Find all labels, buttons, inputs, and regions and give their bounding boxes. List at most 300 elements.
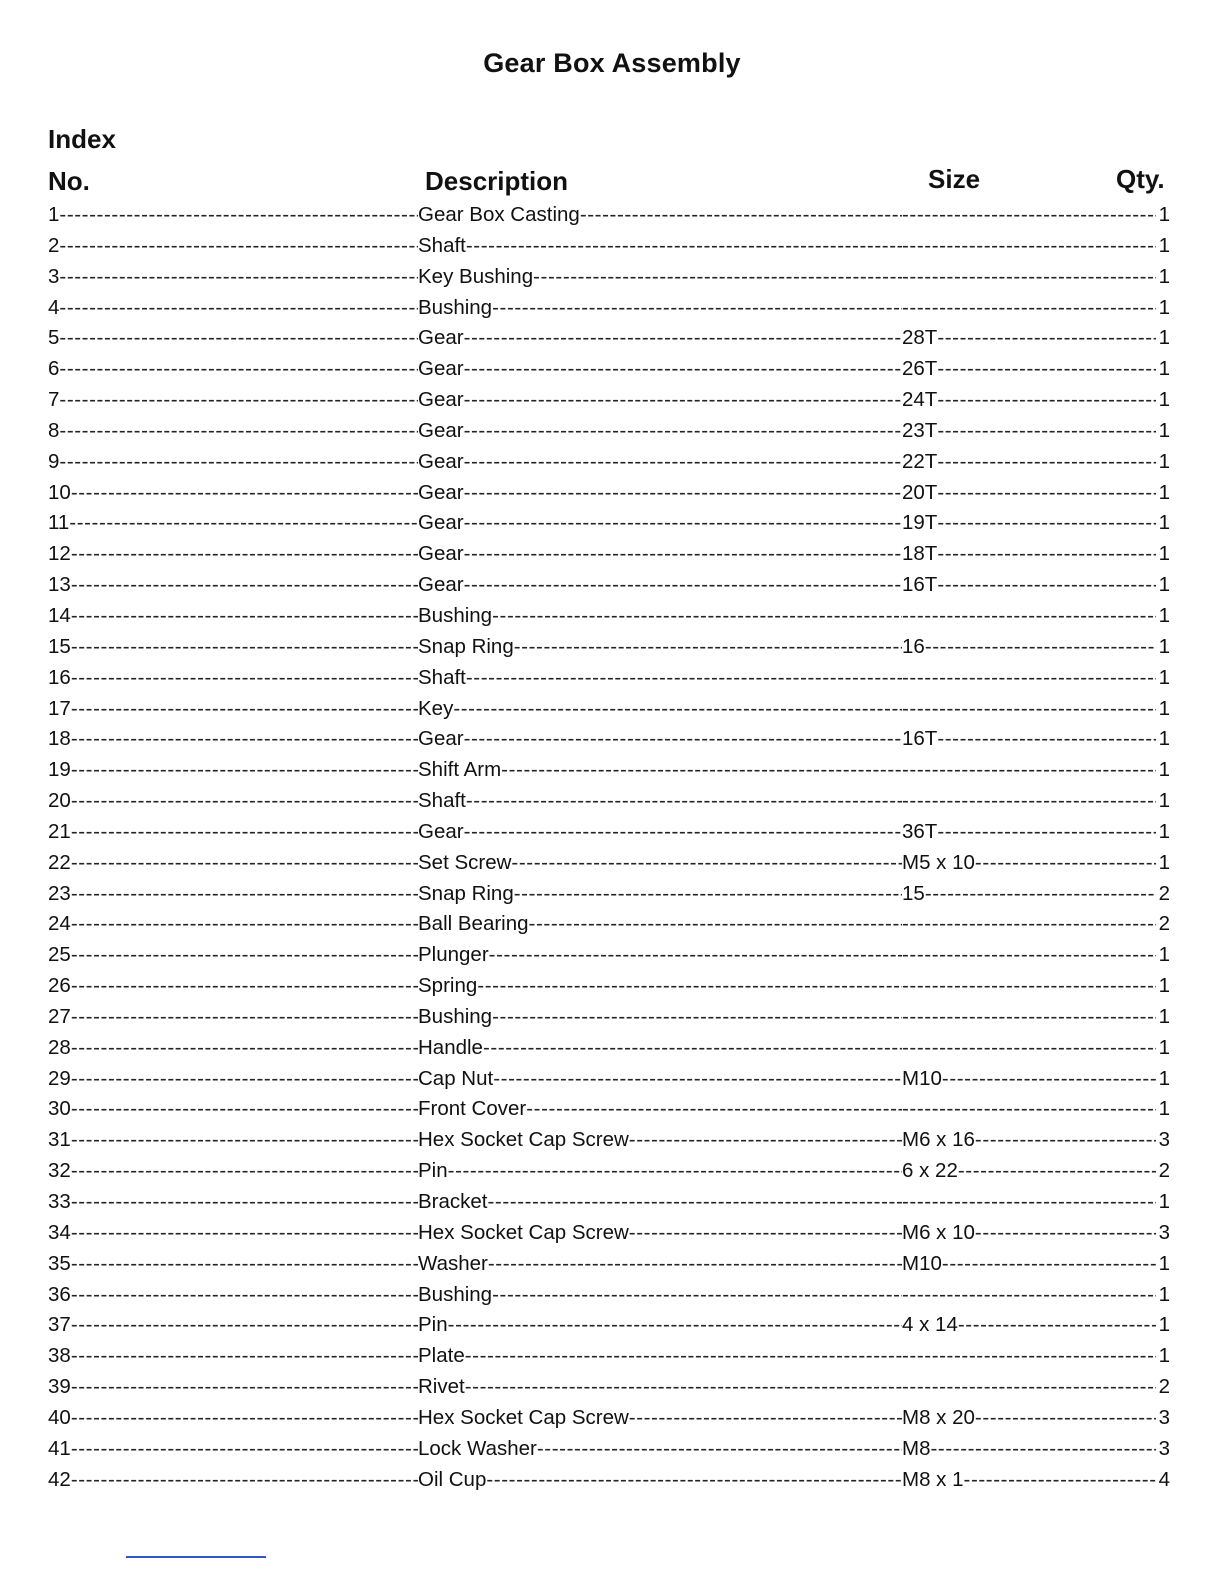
- part-no-cell: [48, 1094, 418, 1125]
- part-qty: 3: [1158, 1220, 1170, 1244]
- part-size: M10: [902, 1066, 942, 1090]
- part-size-cell: [902, 694, 1156, 725]
- leader-dashes: [902, 663, 1156, 694]
- leader-dashes: [464, 323, 902, 354]
- part-no-cell: [48, 971, 418, 1002]
- leader-dashes: [937, 416, 1156, 447]
- part-size: 36T: [902, 819, 938, 843]
- table-row: [48, 940, 1170, 971]
- part-no-cell: [48, 416, 418, 447]
- part-description: Lock Washer: [418, 1436, 537, 1460]
- leader-dashes: [958, 1310, 1156, 1341]
- leader-dashes: [71, 1125, 418, 1156]
- table-row: [48, 817, 1170, 848]
- part-qty: 1: [1158, 480, 1170, 504]
- part-size-cell: [902, 848, 1156, 879]
- part-qty: 1: [1158, 542, 1170, 566]
- part-size-cell: [902, 1064, 1156, 1095]
- part-description: Hex Socket Cap Screw: [418, 1128, 629, 1152]
- part-size-cell: [902, 1094, 1156, 1125]
- leader-dashes: [59, 416, 418, 447]
- part-qty: 1: [1158, 758, 1170, 782]
- part-qty: 1: [1158, 573, 1170, 597]
- table-row: [48, 1341, 1170, 1372]
- part-no: 1: [48, 203, 60, 226]
- table-row: [48, 1094, 1170, 1125]
- part-qty: 2: [1158, 1159, 1170, 1183]
- part-description-cell: [418, 1002, 902, 1033]
- part-description-cell: [418, 354, 902, 385]
- part-description-cell: [418, 231, 902, 262]
- part-no-cell: [48, 1403, 418, 1434]
- part-description-cell: [418, 971, 902, 1002]
- header-size: Size: [928, 164, 981, 194]
- part-description: Gear Box Casting: [418, 203, 580, 226]
- part-size: 4 x 14: [902, 1313, 958, 1337]
- part-qty: 1: [1158, 634, 1170, 658]
- leader-dashes: [71, 601, 418, 632]
- part-description: Gear: [418, 418, 464, 442]
- leader-dashes: [529, 909, 902, 940]
- part-no-cell: [48, 231, 418, 262]
- part-no-cell: [48, 200, 418, 231]
- part-description-cell: [418, 848, 902, 879]
- table-row: [48, 632, 1170, 663]
- leader-dashes: [902, 1187, 1156, 1218]
- leader-dashes: [964, 1465, 1156, 1496]
- leader-dashes: [902, 200, 1156, 231]
- table-row: [48, 354, 1170, 385]
- leader-dashes: [464, 539, 902, 570]
- leader-dashes: [71, 1310, 418, 1341]
- part-no: 26: [48, 974, 71, 998]
- leader-dashes: [466, 663, 902, 694]
- part-no-cell: [48, 1280, 418, 1311]
- part-no-cell: [48, 848, 418, 879]
- leader-dashes: [488, 1249, 902, 1280]
- leader-dashes: [629, 1125, 902, 1156]
- leader-dashes: [464, 724, 902, 755]
- part-description-cell: [418, 323, 902, 354]
- leader-dashes: [71, 1187, 418, 1218]
- part-no-cell: [48, 663, 418, 694]
- part-size-cell: [902, 1218, 1156, 1249]
- part-no-cell: [48, 1064, 418, 1095]
- leader-dashes: [465, 1341, 902, 1372]
- part-description-cell: [418, 1372, 902, 1403]
- part-description-cell: [418, 1064, 902, 1095]
- table-row: [48, 1187, 1170, 1218]
- part-size-cell: [902, 1341, 1156, 1372]
- part-size-cell: [902, 416, 1156, 447]
- leader-dashes: [942, 1249, 1156, 1280]
- leader-dashes: [937, 323, 1156, 354]
- part-size-cell: [902, 879, 1156, 910]
- part-description-cell: [418, 940, 902, 971]
- part-no-cell: [48, 1218, 418, 1249]
- table-row: [48, 848, 1170, 879]
- part-description-cell: [418, 570, 902, 601]
- part-description-cell: [418, 817, 902, 848]
- leader-dashes: [937, 570, 1156, 601]
- leader-dashes: [71, 909, 418, 940]
- leader-dashes: [69, 508, 418, 539]
- part-no-cell: [48, 694, 418, 725]
- leader-dashes: [71, 940, 418, 971]
- leader-dashes: [492, 601, 902, 632]
- part-size-cell: [902, 663, 1156, 694]
- part-description: Hex Socket Cap Screw: [418, 1220, 629, 1244]
- part-size-cell: [902, 1465, 1156, 1496]
- part-no: 12: [48, 542, 71, 566]
- part-description-cell: [418, 1218, 902, 1249]
- part-no-cell: [48, 1341, 418, 1372]
- table-row: [48, 1218, 1170, 1249]
- part-no-cell: [48, 293, 418, 324]
- part-no: 40: [48, 1405, 71, 1429]
- part-description-cell: [418, 601, 902, 632]
- leader-dashes: [492, 1280, 902, 1311]
- leader-dashes: [514, 632, 902, 663]
- leader-dashes: [464, 508, 902, 539]
- part-no: 34: [48, 1220, 71, 1244]
- leader-dashes: [464, 354, 902, 385]
- part-qty: 1: [1158, 1035, 1170, 1059]
- part-no: 32: [48, 1159, 71, 1183]
- leader-dashes: [59, 262, 418, 293]
- part-description-cell: [418, 293, 902, 324]
- part-qty: 1: [1158, 819, 1170, 843]
- leader-dashes: [902, 1280, 1156, 1311]
- part-description-cell: [418, 508, 902, 539]
- part-description: Bushing: [418, 1282, 493, 1306]
- part-description: Shaft: [418, 233, 466, 257]
- part-description-cell: [418, 1033, 902, 1064]
- part-description-cell: [418, 909, 902, 940]
- part-description: Gear: [418, 542, 464, 566]
- part-no: 17: [48, 696, 71, 720]
- part-size-cell: [902, 508, 1156, 539]
- part-qty: 3: [1158, 1128, 1170, 1152]
- leader-dashes: [629, 1403, 902, 1434]
- part-no: 21: [48, 819, 71, 843]
- table-row: [48, 1280, 1170, 1311]
- part-qty: 1: [1158, 357, 1170, 381]
- header-index: Index: [48, 124, 116, 154]
- part-description: Key Bushing: [418, 264, 534, 288]
- leader-dashes: [464, 447, 902, 478]
- part-description-cell: [418, 632, 902, 663]
- part-qty: 1: [1158, 943, 1170, 967]
- part-size-cell: [902, 1403, 1156, 1434]
- leader-dashes: [466, 231, 902, 262]
- part-description-cell: [418, 1156, 902, 1187]
- part-no: 30: [48, 1097, 71, 1121]
- table-row: [48, 1156, 1170, 1187]
- part-size-cell: [902, 1156, 1156, 1187]
- part-qty: 2: [1158, 881, 1170, 905]
- part-description-cell: [418, 694, 902, 725]
- part-qty: 3: [1158, 1436, 1170, 1460]
- part-no-cell: [48, 601, 418, 632]
- part-description-cell: [418, 539, 902, 570]
- part-description: Gear: [418, 449, 464, 473]
- part-size: 18T: [902, 542, 938, 566]
- part-size: M8 x 1: [902, 1467, 964, 1491]
- leader-dashes: [59, 354, 418, 385]
- part-no: 29: [48, 1066, 71, 1090]
- leader-dashes: [489, 940, 902, 971]
- part-no-cell: [48, 447, 418, 478]
- part-qty: 1: [1158, 1313, 1170, 1337]
- leader-dashes: [937, 354, 1156, 385]
- part-qty: 1: [1158, 1097, 1170, 1121]
- leader-dashes: [492, 293, 902, 324]
- part-description-cell: [418, 416, 902, 447]
- part-qty: 2: [1158, 1375, 1170, 1399]
- part-size: M8 x 20: [902, 1405, 975, 1429]
- part-no: 27: [48, 1004, 71, 1028]
- part-description-cell: [418, 1187, 902, 1218]
- part-qty: 1: [1158, 696, 1170, 720]
- part-size: 6 x 22: [902, 1159, 958, 1183]
- part-size-cell: [902, 478, 1156, 509]
- part-description: Shift Arm: [418, 758, 502, 782]
- part-no-cell: [48, 786, 418, 817]
- part-qty: 1: [1158, 233, 1170, 257]
- part-description: Ball Bearing: [418, 912, 529, 936]
- leader-dashes: [902, 694, 1156, 725]
- leader-dashes: [464, 570, 902, 601]
- leader-dashes: [464, 478, 902, 509]
- part-no-cell: [48, 354, 418, 385]
- leader-dashes: [902, 293, 1156, 324]
- table-row: [48, 909, 1170, 940]
- table-row: [48, 601, 1170, 632]
- leader-dashes: [629, 1218, 902, 1249]
- table-row: [48, 1310, 1170, 1341]
- table-row: [48, 293, 1170, 324]
- part-size-cell: [902, 262, 1156, 293]
- part-size-cell: [902, 1280, 1156, 1311]
- part-no: 22: [48, 850, 71, 874]
- part-size: 22T: [902, 449, 938, 473]
- part-no: 7: [48, 388, 60, 412]
- leader-dashes: [71, 1218, 418, 1249]
- header-qty: Qty.: [1116, 164, 1165, 194]
- part-no: 24: [48, 912, 71, 936]
- part-description: Bracket: [418, 1190, 488, 1213]
- leader-dashes: [975, 1218, 1156, 1249]
- part-no: 36: [48, 1282, 71, 1306]
- leader-dashes: [71, 1002, 418, 1033]
- leader-dashes: [71, 694, 418, 725]
- part-size: 26T: [902, 357, 938, 381]
- part-no: 33: [48, 1190, 71, 1213]
- table-row: [48, 1465, 1170, 1496]
- part-qty: 1: [1158, 974, 1170, 998]
- part-size-cell: [902, 539, 1156, 570]
- part-description: Bushing: [418, 603, 493, 627]
- leader-dashes: [937, 539, 1156, 570]
- table-row: [48, 1125, 1170, 1156]
- part-size: M6 x 10: [902, 1220, 975, 1244]
- part-description: Gear: [418, 480, 464, 504]
- part-no: 38: [48, 1344, 71, 1368]
- part-qty: 2: [1158, 912, 1170, 936]
- part-no: 2: [48, 233, 60, 257]
- leader-dashes: [71, 1341, 418, 1372]
- part-size: 20T: [902, 480, 938, 504]
- part-qty: 1: [1158, 511, 1170, 535]
- part-no: 5: [48, 326, 60, 350]
- leader-dashes: [937, 508, 1156, 539]
- leader-dashes: [501, 755, 902, 786]
- part-description: Gear: [418, 326, 464, 350]
- part-no: 35: [48, 1251, 71, 1275]
- part-no-cell: [48, 817, 418, 848]
- leader-dashes: [464, 385, 902, 416]
- leader-dashes: [902, 1372, 1156, 1403]
- leader-dashes: [71, 478, 418, 509]
- part-qty: 1: [1158, 1251, 1170, 1275]
- leader-dashes: [902, 755, 1156, 786]
- part-qty: 1: [1158, 388, 1170, 412]
- leader-dashes: [492, 1002, 902, 1033]
- part-no: 18: [48, 727, 71, 751]
- leader-dashes: [937, 447, 1156, 478]
- part-no: 8: [48, 418, 60, 442]
- part-no-cell: [48, 1372, 418, 1403]
- leader-dashes: [71, 570, 418, 601]
- part-qty: 1: [1158, 449, 1170, 473]
- part-size-cell: [902, 786, 1156, 817]
- leader-dashes: [71, 879, 418, 910]
- part-description: Plunger: [418, 943, 489, 967]
- table-row: [48, 1434, 1170, 1465]
- table-row: [48, 755, 1170, 786]
- leader-dashes: [902, 262, 1156, 293]
- part-description-cell: [418, 478, 902, 509]
- leader-dashes: [975, 848, 1156, 879]
- part-size-cell: [902, 909, 1156, 940]
- part-no: 28: [48, 1035, 71, 1059]
- part-size-cell: [902, 1187, 1156, 1218]
- part-size-cell: [902, 1125, 1156, 1156]
- leader-dashes: [71, 1064, 418, 1095]
- part-size-cell: [902, 724, 1156, 755]
- leader-dashes: [937, 817, 1156, 848]
- part-size-cell: [902, 1249, 1156, 1280]
- part-qty: 1: [1158, 665, 1170, 689]
- part-size: 16T: [902, 727, 938, 751]
- leader-dashes: [448, 1310, 902, 1341]
- part-no: 25: [48, 943, 71, 967]
- part-no-cell: [48, 1434, 418, 1465]
- part-size-cell: [902, 200, 1156, 231]
- table-row: [48, 539, 1170, 570]
- part-size-cell: [902, 940, 1156, 971]
- leader-dashes: [526, 1094, 902, 1125]
- part-qty: 1: [1158, 295, 1170, 319]
- part-description: Shaft: [418, 789, 466, 813]
- table-row: [48, 447, 1170, 478]
- leader-dashes: [71, 1372, 418, 1403]
- part-no: 4: [48, 295, 60, 319]
- part-qty: 1: [1158, 789, 1170, 813]
- part-size-cell: [902, 971, 1156, 1002]
- part-no-cell: [48, 724, 418, 755]
- part-no: 13: [48, 573, 71, 597]
- part-qty: 3: [1158, 1405, 1170, 1429]
- leader-dashes: [71, 539, 418, 570]
- part-description-cell: [418, 786, 902, 817]
- leader-dashes: [71, 1249, 418, 1280]
- part-no-cell: [48, 1125, 418, 1156]
- table-row: [48, 231, 1170, 262]
- table-row: [48, 570, 1170, 601]
- part-size-cell: [902, 601, 1156, 632]
- leader-dashes: [448, 1156, 902, 1187]
- leader-dashes: [71, 1403, 418, 1434]
- part-size: 16: [902, 634, 925, 658]
- part-description: Bushing: [418, 295, 493, 319]
- part-size: M5 x 10: [902, 850, 975, 874]
- leader-dashes: [902, 940, 1156, 971]
- part-no-cell: [48, 909, 418, 940]
- leader-dashes: [71, 848, 418, 879]
- part-description-cell: [418, 1403, 902, 1434]
- leader-dashes: [466, 786, 902, 817]
- part-size-cell: [902, 323, 1156, 354]
- leader-dashes: [493, 1064, 902, 1095]
- leader-dashes: [925, 879, 1156, 910]
- leader-dashes: [71, 663, 418, 694]
- part-size-cell: [902, 755, 1156, 786]
- part-description-cell: [418, 1465, 902, 1496]
- part-description-cell: [418, 1434, 902, 1465]
- leader-dashes: [71, 1156, 418, 1187]
- part-no-cell: [48, 1465, 418, 1496]
- part-no-cell: [48, 940, 418, 971]
- part-size-cell: [902, 447, 1156, 478]
- part-size-cell: [902, 1434, 1156, 1465]
- leader-dashes: [488, 1187, 903, 1218]
- part-description: Gear: [418, 357, 464, 381]
- leader-dashes: [902, 231, 1156, 262]
- footer-divider: [126, 1556, 266, 1558]
- part-no-cell: [48, 1187, 418, 1218]
- part-description: Pin: [418, 1159, 448, 1183]
- leader-dashes: [533, 262, 902, 293]
- table-row: [48, 694, 1170, 725]
- leader-dashes: [71, 1094, 418, 1125]
- part-no-cell: [48, 1310, 418, 1341]
- table-row: [48, 879, 1170, 910]
- part-size-cell: [902, 293, 1156, 324]
- leader-dashes: [975, 1403, 1156, 1434]
- part-no: 14: [48, 603, 71, 627]
- table-row: [48, 971, 1170, 1002]
- part-size: M10: [902, 1251, 942, 1275]
- part-no-cell: [48, 570, 418, 601]
- part-size-cell: [902, 385, 1156, 416]
- table-row: [48, 1372, 1170, 1403]
- part-size-cell: [902, 570, 1156, 601]
- part-description: Hex Socket Cap Screw: [418, 1405, 629, 1429]
- leader-dashes: [580, 200, 902, 231]
- part-description: Gear: [418, 819, 464, 843]
